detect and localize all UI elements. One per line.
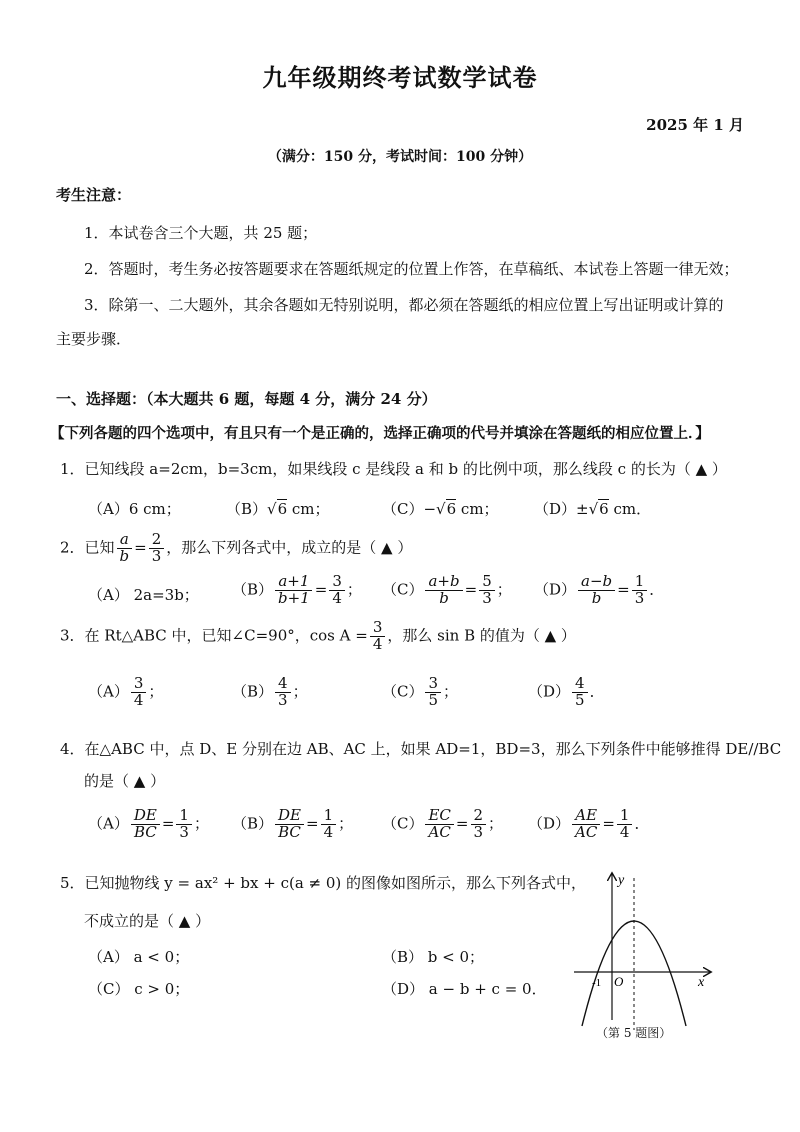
q2-option-c: （C） $\frac{a+b}{b}$ = $\frac{5}{3}$ ； [382, 572, 512, 607]
notice-item: 2．答题时，考生务必按答题要求在答题纸规定的位置上作答，在草稿纸、本试卷上答题一律无效； [84, 260, 739, 278]
y-axis-label: y [618, 873, 625, 888]
q3-option-c: （C） $\frac{3}{5}$ ； [382, 674, 459, 709]
q2-option-a: （A） 2a=3b； [88, 586, 199, 604]
q5-option-c: （C） c > 0； [88, 980, 190, 998]
q1-option-d: （D）±√6 cm． [534, 500, 652, 518]
section-title: 一、选择题：（本大题共 6 题，每题 4 分，满分 24 分） [56, 390, 437, 408]
exam-info: （满分：150 分，考试时间：100 分钟） [267, 149, 533, 165]
notice-title: 考生注意： [56, 186, 132, 204]
q5-option-d: （D） a − b + c = 0． [382, 980, 547, 998]
q4-option-b: （B） $\frac{DE}{BC}$ = $\frac{1}{4}$ ； [232, 806, 354, 841]
question-4-stem: 4．在△ABC 中，点 D、E 分别在边 AB、AC 上，如果 AD=1，BD=3，那么下列条件中能够推得 DE//BC [60, 740, 782, 758]
q2-option-d: （D） $\frac{a-b}{b}$ = $\frac{1}{3}$ ． [534, 572, 665, 607]
notice-item: 主要步骤． [56, 330, 132, 348]
minus-one-label: -1 [592, 977, 602, 989]
exam-date: 2025 年 1 月 [646, 116, 744, 134]
q3-option-a: （A） $\frac{3}{4}$ ； [88, 674, 164, 709]
q1-option-b: （B）√6 cm； [226, 500, 330, 518]
question-5-stem-cont: 不成立的是（ ▲ ） [84, 912, 211, 930]
parabola-figure [568, 870, 718, 1050]
q5-option-b: （B） b < 0； [382, 948, 485, 966]
question-2-stem: 2．已知 $\frac{a}{b}$ = $\frac{2}{3}$ ，那么下列各式中，成立的是（ ▲ ） [60, 530, 413, 565]
origin-label: O [614, 974, 624, 989]
q4-option-d: （D） $\frac{AE}{AC}$ = $\frac{1}{4}$ ． [528, 806, 650, 841]
notice-item: 1．本试卷含三个大题，共 25 题； [84, 224, 318, 242]
question-3-stem: 3．在 Rt△ABC 中，已知∠C=90°，cos A = $\frac{3}{4}$ ，那么 sin B 的值为（ ▲ ） [60, 618, 576, 653]
q3-option-b: （B） $\frac{4}{3}$ ； [232, 674, 308, 709]
q1-option-c: （C）−√6 cm； [382, 500, 499, 518]
notice-item: 3．除第一、二大题外，其余各题如无特别说明，都必须在答题纸的相应位置上写出证明或计算的 [84, 296, 724, 314]
q2-option-b: （B） $\frac{a+1}{b+1}$ = $\frac{3}{4}$ ； [232, 572, 362, 607]
q4-option-a: （A） $\frac{DE}{BC}$ = $\frac{1}{3}$ ； [88, 806, 209, 841]
q5-option-a: （A） a < 0； [88, 948, 190, 966]
x-axis-label: x [698, 975, 705, 990]
question-1-stem: 1．已知线段 a=2cm，b=3cm，如果线段 c 是线段 a 和 b 的比例中项，那么线段 c 的长为（ ▲ ） [60, 460, 727, 478]
q3-option-d: （D） $\frac{4}{5}$ ． [528, 674, 605, 709]
question-4-stem-cont: 的是（ ▲ ） [84, 772, 166, 790]
q1-option-a: （A）6 cm； [88, 500, 181, 518]
section-instruction: 【下列各题的四个选项中，有且只有一个是正确的，选择正确项的代号并填涂在答题纸的相应位置上．】 [50, 425, 710, 442]
page-title: 九年级期终考试数学试卷 [262, 63, 538, 92]
q4-option-c: （C） $\frac{EC}{AC}$ = $\frac{2}{3}$ ； [382, 806, 504, 841]
question-5-stem: 5．已知抛物线 y = ax² + bx + c(a ≠ 0) 的图像如图所示，那么下列各式中， [60, 874, 587, 892]
figure-caption: （第 5 题图） [596, 1026, 672, 1040]
